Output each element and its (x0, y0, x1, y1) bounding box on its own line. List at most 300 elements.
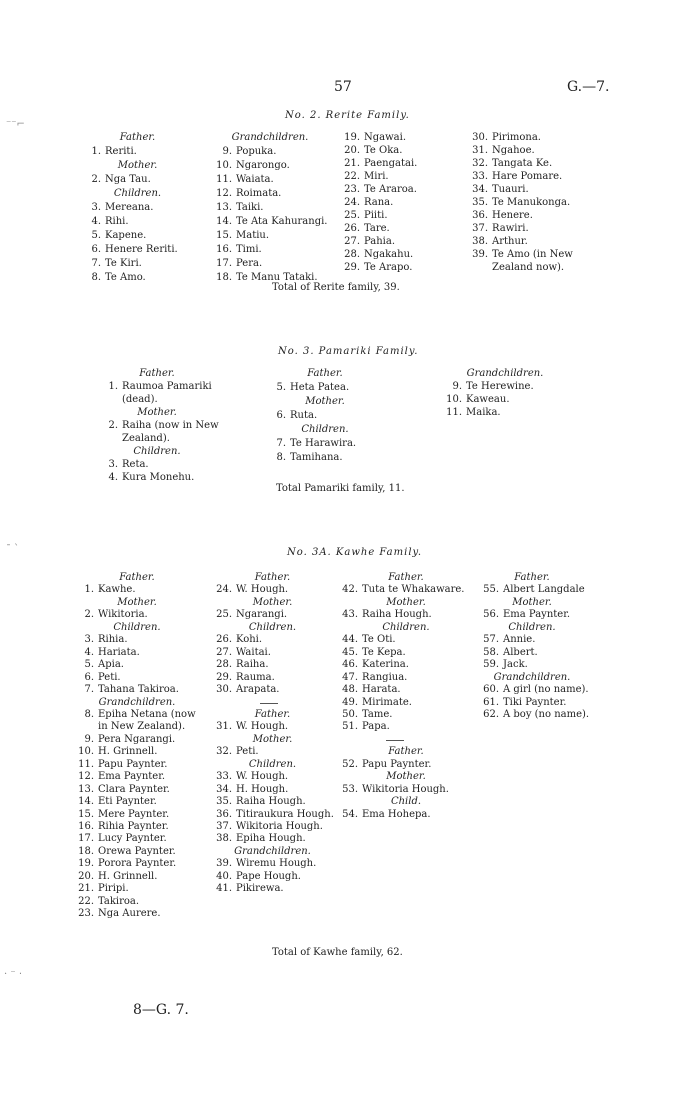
list-item (210, 635, 262, 645)
entry-name: Te Harawira. (290, 438, 357, 449)
entry-number: 17. (216, 258, 232, 269)
group-heading: Grandchildren. (466, 368, 544, 379)
entry-name: Raumoa Pamariki (122, 381, 212, 392)
entry-name: Raiha Hough. (236, 796, 306, 807)
entry-name: Pikirewa. (236, 883, 284, 894)
entry-number: 37. (472, 223, 488, 234)
entry-number: 42. (342, 584, 358, 595)
list-item (270, 439, 356, 449)
list-item (210, 872, 301, 882)
list-item (210, 161, 290, 171)
list-item (338, 198, 393, 208)
entry-name: Pera Ngarangi. (98, 734, 176, 745)
group-heading: Children. (113, 622, 161, 633)
list-item (210, 884, 284, 894)
entry-number: 17. (78, 833, 94, 844)
list-item (210, 685, 280, 695)
entry-number: 38. (216, 833, 232, 844)
entry-name: Tare. (364, 223, 390, 234)
entry-number: 40. (216, 871, 232, 882)
list-item (336, 785, 449, 795)
entry-name: Kura Monehu. (122, 472, 195, 483)
entry-number: 22. (344, 171, 360, 182)
entry-name: Ema Hohepa. (362, 809, 431, 820)
group-heading: Grandchildren. (231, 132, 309, 143)
entry-number: 27. (344, 236, 360, 247)
entry-number: 18. (216, 272, 232, 283)
group-heading: Mother. (305, 396, 345, 407)
entry-name: Te Oti. (362, 634, 396, 645)
list-item (85, 259, 142, 269)
entry-name: Kaweau. (466, 394, 510, 405)
list-item (72, 585, 136, 595)
entry-number: 30. (472, 132, 488, 143)
list-item (102, 473, 194, 483)
entry-name: Ngahoe. (492, 145, 535, 156)
entry-number: 6. (84, 672, 94, 683)
entry-number: 7. (276, 438, 286, 449)
entry-name: Ngakahu. (364, 249, 414, 260)
entry-number: 1. (91, 146, 101, 157)
entry-number: 61. (483, 697, 499, 708)
list-item (72, 884, 129, 894)
list-item (210, 245, 262, 255)
entry-name: Nga Tau. (105, 174, 151, 185)
entry-name: Takiroa. (98, 896, 140, 907)
entry-number: 36. (216, 809, 232, 820)
list-item (72, 722, 185, 732)
list-item (210, 722, 288, 732)
list-item (72, 810, 169, 820)
entry-number: 1. (108, 381, 118, 392)
entry-name: Ngawai. (364, 132, 407, 143)
list-item (102, 460, 149, 470)
entry-number: 12. (216, 188, 232, 199)
list-item (72, 760, 167, 770)
entry-name: Epiha Hough. (236, 833, 306, 844)
list-item (338, 159, 417, 169)
entry-name: W. Hough. (236, 771, 289, 782)
list-item (72, 872, 157, 882)
list-item (477, 710, 589, 720)
group-heading: Mother. (137, 407, 177, 418)
list-item (210, 797, 306, 807)
entry-number: 10. (216, 160, 232, 171)
list-item (466, 159, 552, 169)
list-item (72, 897, 139, 907)
list-item (72, 648, 140, 658)
group-heading: Father. (307, 368, 343, 379)
entry-number: 30. (216, 684, 232, 695)
entry-name: Titiraukura Hough. (236, 809, 334, 820)
entry-number: 39. (216, 858, 232, 869)
entry-name: Raiha (now in New (122, 420, 219, 431)
entry-number: 28. (216, 659, 232, 670)
entry-name: Matiu. (236, 230, 270, 241)
entry-number: 8. (91, 272, 101, 283)
entry-number: 46. (342, 659, 358, 670)
entry-number: 31. (472, 145, 488, 156)
entry-number: 11. (446, 407, 462, 418)
group-heading: Father. (514, 572, 550, 583)
entry-number: 31. (216, 721, 232, 732)
entry-name: Tuta te Whakaware. (362, 584, 465, 595)
entry-name: Wikitoria Hough. (362, 784, 449, 795)
entry-number: 5. (276, 382, 286, 393)
list-item (210, 648, 271, 658)
list-item (210, 203, 264, 213)
entry-name: Miri. (364, 171, 389, 182)
entry-name: A boy (no name). (503, 709, 590, 720)
entry-name: Henere. (492, 210, 533, 221)
entry-name: Rawiri. (492, 223, 529, 234)
entry-name: Taiki. (236, 202, 264, 213)
entry-name: Maika. (466, 407, 501, 418)
entry-name: Kapene. (105, 230, 147, 241)
document-reference: G.—7. (567, 79, 610, 95)
entry-number: 6. (276, 410, 286, 421)
pamariki-total: Total Pamariki family, 11. (276, 483, 405, 494)
entry-number: 2. (91, 174, 101, 185)
entry-name: Rihia Paynter. (98, 821, 169, 832)
entry-number: 3. (91, 202, 101, 213)
list-item (72, 735, 175, 745)
list-item (102, 421, 219, 431)
group-heading: Father. (254, 572, 291, 583)
list-item (336, 810, 431, 820)
entry-name: Albert. (503, 647, 538, 658)
list-item (210, 259, 262, 269)
entry-name: Wikitoria Hough. (236, 821, 323, 832)
entry-name: Porora Paynter. (98, 858, 177, 869)
entry-name: Albert Langdale (503, 584, 585, 595)
entry-name: Te Manu Tataki. (236, 272, 318, 283)
list-item (102, 395, 158, 405)
entry-number: 11. (78, 759, 94, 770)
entry-number: 27. (216, 647, 232, 658)
entry-number: 38. (472, 236, 488, 247)
entry-number: 13. (216, 202, 232, 213)
entry-number: 32. (216, 746, 232, 757)
list-item (338, 133, 406, 143)
entry-number: 43. (342, 609, 358, 620)
list-item (440, 408, 501, 418)
list-item (210, 822, 323, 832)
list-item (210, 810, 334, 820)
entry-number: 26. (216, 634, 232, 645)
entry-number (102, 434, 122, 444)
list-item (210, 747, 259, 757)
entry-number: 7. (91, 258, 101, 269)
list-item (210, 231, 269, 241)
entry-name: Wikitoria. (98, 609, 148, 620)
list-item (85, 147, 137, 157)
entry-name: Pape Hough. (236, 871, 301, 882)
entry-number: 62. (483, 709, 499, 720)
entry-number: 22. (78, 896, 94, 907)
entry-number: 59. (483, 659, 499, 670)
group-heading: Father. (388, 746, 424, 757)
list-item (466, 172, 562, 182)
entry-name: Tamihana. (290, 452, 343, 463)
entry-name: Ruta. (290, 410, 318, 421)
list-item (466, 198, 570, 208)
list-item (466, 224, 529, 234)
entry-number: 50. (342, 709, 358, 720)
list-item (466, 211, 533, 221)
kawhe-total: Total of Kawhe family, 62. (272, 947, 403, 958)
group-heading: Mother. (117, 597, 157, 608)
list-item (102, 434, 170, 444)
list-item (336, 635, 396, 645)
list-item (210, 660, 269, 670)
entry-number: 14. (78, 796, 94, 807)
entry-number: 9. (222, 146, 232, 157)
list-item (338, 185, 417, 195)
page-footer-signature: 8—G. 7. (133, 1002, 189, 1018)
list-item (477, 585, 585, 595)
group-heading: Father. (388, 572, 424, 583)
list-item (72, 859, 176, 869)
entry-name: Heta Patea. (290, 382, 350, 393)
entry-number: 2. (108, 420, 118, 431)
entry-name: Eti Paynter. (98, 796, 157, 807)
entry-name: Mereana. (105, 202, 154, 213)
entry-number: 24. (344, 197, 360, 208)
entry-number (466, 263, 492, 273)
entry-name: A girl (no name). (503, 684, 589, 695)
list-item (477, 685, 589, 695)
entry-name: Peti. (98, 672, 121, 683)
list-item (85, 231, 146, 241)
margin-mark: · ⁻ ‧ (4, 969, 22, 980)
page-number: 57 (334, 79, 352, 95)
entry-name: Te Ata Kahurangi. (236, 216, 328, 227)
entry-number: 2. (84, 609, 94, 620)
entry-name: Ema Paynter. (98, 771, 166, 782)
group-heading: Grandchildren. (493, 672, 571, 683)
list-item (72, 847, 176, 857)
entry-name: Papu Paynter. (362, 759, 432, 770)
entry-name: Paengatai. (364, 158, 418, 169)
list-item (102, 382, 212, 392)
margin-mark: ⁻⁻⌐ (6, 119, 25, 130)
list-item (72, 673, 121, 683)
list-item (477, 698, 566, 708)
entry-number: 4. (84, 647, 94, 658)
entry-name: H. Hough. (236, 784, 289, 795)
list-item (72, 685, 179, 695)
entry-number: 35. (472, 197, 488, 208)
entry-number: 41. (216, 883, 232, 894)
list-item (466, 263, 564, 273)
entry-number: 49. (342, 697, 358, 708)
entry-name: Harata. (362, 684, 401, 695)
entry-number: 34. (216, 784, 232, 795)
entry-number: 33. (216, 771, 232, 782)
list-item (72, 822, 169, 832)
group-heading: Children. (113, 188, 162, 199)
entry-name: Zealand). (122, 433, 170, 444)
entry-number: 21. (78, 883, 94, 894)
entry-name: Reta. (122, 459, 149, 470)
entry-name: Te Kepa. (362, 647, 406, 658)
entry-number: 20. (78, 871, 94, 882)
entry-name: Pirimona. (492, 132, 541, 143)
entry-number: 34. (472, 184, 488, 195)
margin-mark: ˉ ˋ (6, 544, 20, 555)
entry-name: Nga Aurere. (98, 908, 161, 919)
list-item (466, 250, 573, 260)
entry-name: Te Amo. (105, 272, 146, 283)
list-item (338, 211, 388, 221)
entry-name: Te Arapo. (364, 262, 413, 273)
entry-name: Ngarongo. (236, 160, 290, 171)
entry-number: 1. (84, 584, 94, 595)
list-item (336, 585, 465, 595)
list-item (210, 147, 276, 157)
list-item (210, 859, 316, 869)
entry-name: Wiremu Hough. (236, 858, 317, 869)
list-item (210, 585, 288, 595)
entry-name: Ngarangi. (236, 609, 288, 620)
entry-name: Raiha Hough. (362, 609, 432, 620)
entry-number: 21. (344, 158, 360, 169)
group-heading: Mother. (252, 597, 293, 608)
entry-number: 24. (216, 584, 232, 595)
entry-name: Roimata. (236, 188, 282, 199)
list-item (72, 610, 148, 620)
entry-name: H. Grinnell. (98, 746, 158, 757)
entry-number: 54. (342, 809, 358, 820)
entry-name: W. Hough. (236, 584, 289, 595)
entry-number: 56. (483, 609, 499, 620)
group-heading: Children. (301, 424, 349, 435)
group-heading: Children. (508, 622, 556, 633)
list-item (210, 785, 288, 795)
entry-name: Peti. (236, 746, 259, 757)
entry-name: in New Zealand). (98, 721, 186, 732)
list-item (338, 263, 412, 273)
entry-name: W. Hough. (236, 721, 289, 732)
entry-number: 52. (342, 759, 358, 770)
entry-name: Tangata Ke. (492, 158, 553, 169)
group-heading: Children. (248, 622, 297, 633)
entry-number: 23. (78, 908, 94, 919)
entry-number: 18. (78, 846, 94, 857)
list-item (440, 382, 534, 392)
entry-number: 8. (84, 709, 94, 720)
entry-name: Arapata. (236, 684, 280, 695)
list-item (85, 273, 146, 283)
entry-name: Piripi. (98, 883, 129, 894)
entry-name: Lucy Paynter. (98, 833, 167, 844)
list-item (477, 610, 570, 620)
entry-number: 37. (216, 821, 232, 832)
entry-name: Jack. (503, 659, 528, 670)
entry-name: Waitai. (236, 647, 271, 658)
list-item (210, 673, 275, 683)
list-item (338, 250, 413, 260)
entry-number: 15. (78, 809, 94, 820)
entry-name: Te Araroa. (364, 184, 417, 195)
entry-name: Tiki Paynter. (503, 697, 567, 708)
entry-number: 3. (108, 459, 118, 470)
entry-number: 25. (216, 609, 232, 620)
entry-name: Piiti. (364, 210, 388, 221)
list-item (85, 203, 153, 213)
entry-name: Hariata. (98, 647, 140, 658)
list-item (477, 635, 535, 645)
entry-number: 53. (342, 784, 358, 795)
group-heading: Father. (254, 709, 291, 720)
entry-number: 58. (483, 647, 499, 658)
entry-name: Kawhe. (98, 584, 136, 595)
entry-number: 45. (342, 647, 358, 658)
entry-name: Annie. (503, 634, 536, 645)
entry-name: Katerina. (362, 659, 409, 670)
entry-name: Tuauri. (492, 184, 529, 195)
list-item (477, 660, 528, 670)
entry-name: Kohi. (236, 634, 263, 645)
list-item (270, 383, 349, 393)
entry-name: Orewa Paynter. (98, 846, 176, 857)
list-item (85, 175, 151, 185)
entry-number: 7. (84, 684, 94, 695)
entry-name: (dead). (122, 394, 158, 405)
entry-number: 57. (483, 634, 499, 645)
entry-number: 8. (276, 452, 286, 463)
list-item (440, 395, 510, 405)
entry-name: Rauma. (236, 672, 275, 683)
entry-number: 6. (91, 244, 101, 255)
entry-name: H. Grinnell. (98, 871, 158, 882)
entry-number: 11. (216, 174, 232, 185)
list-item (336, 698, 412, 708)
entry-name: Rihia. (98, 634, 128, 645)
group-heading: Mother. (252, 734, 293, 745)
entry-name: Pera. (236, 258, 263, 269)
entry-number: 10. (78, 746, 94, 757)
list-item (85, 245, 178, 255)
group-heading: Children. (382, 622, 430, 633)
entry-number: 26. (344, 223, 360, 234)
group-heading: Father. (119, 572, 155, 583)
entry-number: 4. (91, 216, 101, 227)
group-heading: Mother. (117, 160, 158, 171)
entry-number: 4. (108, 472, 118, 483)
list-item (338, 224, 390, 234)
group-heading: Child. (390, 796, 422, 807)
entry-number: 32. (472, 158, 488, 169)
entry-name: Te Manukonga. (492, 197, 571, 208)
entry-name: Tame. (362, 709, 393, 720)
list-item (336, 722, 390, 732)
entry-name: Ema Paynter. (503, 609, 571, 620)
list-item (336, 760, 431, 770)
entry-name: Apia. (98, 659, 124, 670)
list-item (338, 146, 402, 156)
group-heading: Grandchildren. (234, 846, 311, 857)
entry-number: 29. (344, 262, 360, 273)
entry-name: Papu Paynter. (98, 759, 168, 770)
separator-dash (260, 703, 278, 704)
entry-number: 14. (216, 216, 232, 227)
entry-number: 20. (344, 145, 360, 156)
group-heading: Mother. (386, 597, 426, 608)
entry-name: Pahia. (364, 236, 396, 247)
entry-number: 19. (344, 132, 360, 143)
